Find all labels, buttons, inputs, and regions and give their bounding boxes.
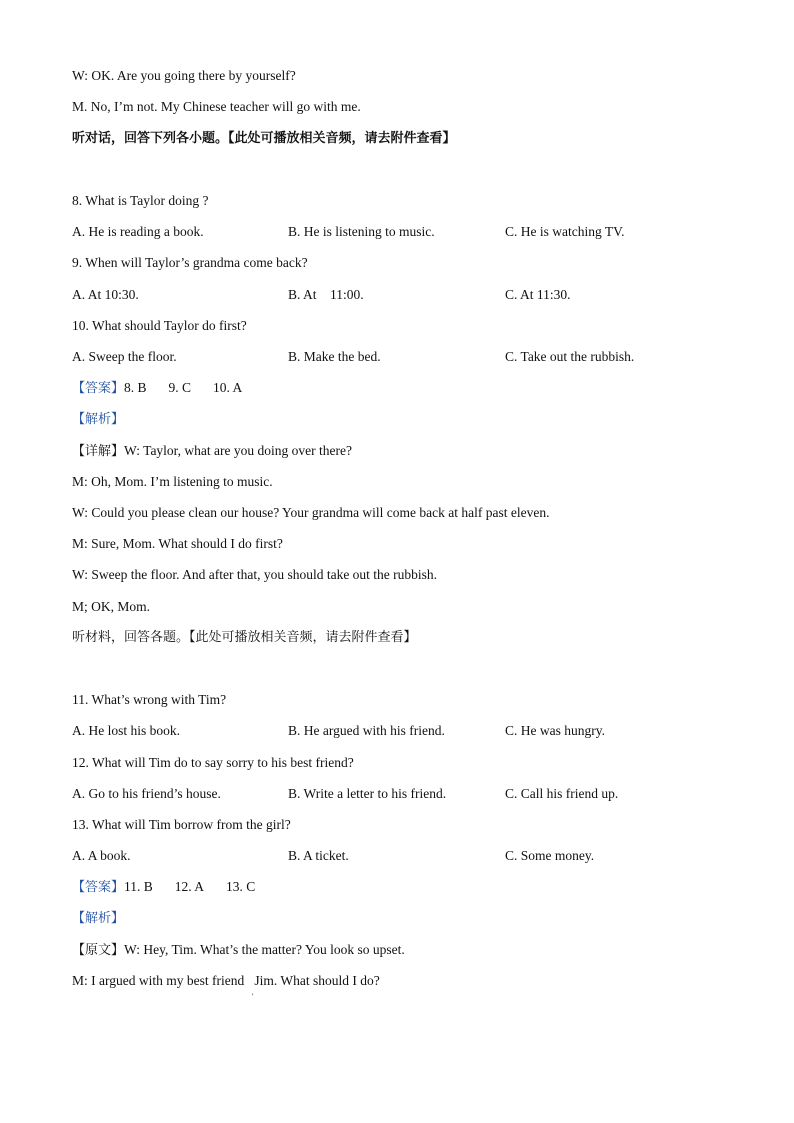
answer-item: 8. B	[124, 380, 147, 395]
option-a: A. Sweep the floor.	[72, 349, 177, 364]
instruction-heading: 听对话，回答下列各小题。【此处可播放相关音频，请去附件查看】	[72, 131, 456, 146]
question-9: 9. When will Taylor’s grandma come back?	[72, 255, 308, 270]
answer-item: 13. C	[226, 879, 256, 894]
question-8: 8. What is Taylor doing ?	[72, 193, 209, 208]
dialogue-line: M. No, I’m not. My Chinese teacher will go with me.	[72, 99, 361, 114]
answer-line-1	[72, 379, 264, 398]
answer-item: 10. A	[213, 380, 243, 395]
option-a: A. He is reading a book.	[72, 224, 204, 239]
option-c: C. He is watching TV.	[505, 224, 625, 239]
analysis-tag: 【解析】	[72, 911, 125, 926]
transcript-line	[72, 941, 405, 960]
transcript-text: W: Hey, Tim. What’s the matter? You look so upset.	[124, 942, 405, 957]
option-c: C. Some money.	[505, 848, 595, 863]
answer-item: 12. A	[174, 879, 205, 894]
question-12: 12. What will Tim do to say sorry to his best friend?	[72, 755, 354, 770]
stray-mark: '	[252, 992, 254, 1001]
option-b: B. He is listening to music.	[288, 224, 435, 239]
option-c: C. Take out the rubbish.	[505, 349, 635, 364]
detail-line	[72, 442, 352, 461]
transcript-line: M: I argued with my best friend Jim. What should I do?	[72, 973, 380, 988]
detail-line: W: Could you please clean our house? Your grandma will come back at half past eleven.	[72, 505, 550, 520]
option-c: C. At 11:30.	[505, 287, 571, 302]
question-11: 11. What’s wrong with Tim?	[72, 692, 227, 707]
answer-line-2	[72, 878, 277, 897]
transcript-tag: 【原文】	[72, 943, 125, 958]
dialogue-line: W: OK. Are you going there by yourself?	[72, 68, 296, 83]
answer-tag: 【答案】	[72, 381, 125, 396]
option-b: B. At 11:00.	[288, 287, 364, 302]
option-a: A. He lost his book.	[72, 723, 180, 738]
question-13: 13. What will Tim borrow from the girl?	[72, 817, 291, 832]
detail-line: M: Sure, Mom. What should I do first?	[72, 536, 283, 551]
option-c: C. Call his friend up.	[505, 786, 619, 801]
question-10: 10. What should Taylor do first?	[72, 318, 247, 333]
option-b: B. Write a letter to his friend.	[288, 786, 447, 801]
answer-tag: 【答案】	[72, 880, 125, 895]
analysis-tag: 【解析】	[72, 412, 125, 427]
option-b: B. He argued with his friend.	[288, 723, 445, 738]
option-c: C. He was hungry.	[505, 723, 605, 738]
option-b: B. Make the bed.	[288, 349, 381, 364]
option-b: B. A ticket.	[288, 848, 349, 863]
detail-line: M; OK, Mom.	[72, 599, 151, 614]
answer-item: 11. B	[124, 879, 153, 894]
option-a: A. A book.	[72, 848, 131, 863]
detail-line: M: Oh, Mom. I’m listening to music.	[72, 474, 273, 489]
detail-tag: 【详解】	[72, 444, 125, 459]
answer-item: 9. C	[168, 380, 192, 395]
detail-text: W: Taylor, what are you doing over there?	[124, 443, 352, 458]
option-a: A. Go to his friend’s house.	[72, 786, 221, 801]
detail-line: W: Sweep the floor. And after that, you should take out the rubbish.	[72, 567, 438, 582]
instruction-heading: 听材料，回答各题。【此处可播放相关音频，请去附件查看】	[72, 630, 417, 645]
option-a: A. At 10:30.	[72, 287, 139, 302]
